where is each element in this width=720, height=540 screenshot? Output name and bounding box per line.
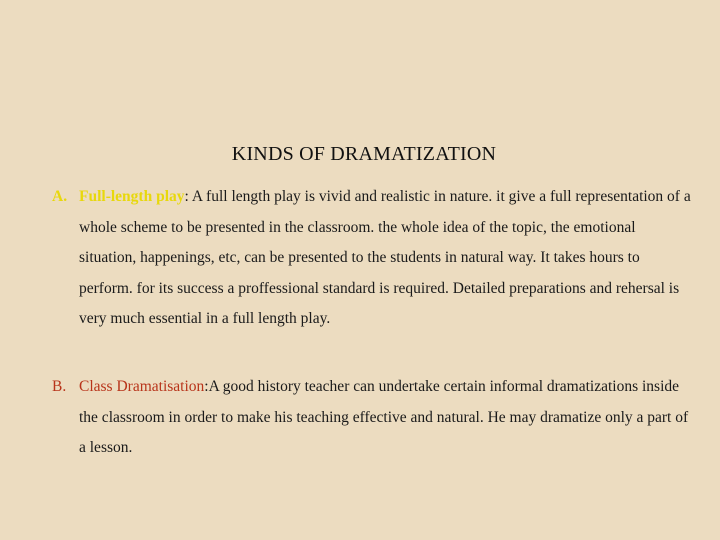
term-class-dramatisation: Class Dramatisation — [79, 378, 205, 395]
item-description: A full length play is vivid and realistic in nature. it give a full representation of a whole scheme to be presented in the classroom. the whole idea of the topic, the emotional situation, happenings, etc, can be presented to the students in natural way. It takes hours to perform. for its success a proffessional standard is required. Detailed preparations and rehersal is very much essential in a full length play. — [79, 188, 691, 327]
term-full-length-play: Full-length play — [79, 188, 185, 205]
term-separator: : — [184, 188, 189, 205]
term-separator: : — [204, 378, 209, 395]
slide-title: KINDS OF DRAMATIZATION — [231, 143, 497, 165]
list-marker: A. — [52, 188, 68, 205]
list-item-body — [79, 182, 692, 335]
list-marker: B. — [52, 378, 67, 395]
list-item-class-dramatisation — [52, 372, 692, 464]
list-item-body — [79, 372, 692, 464]
list-item-full-length-play — [52, 182, 692, 335]
item-description: A good history teacher can undertake certain informal dramatizations inside the classroom in order to make his teaching effective and natural. He may dramatize only a part of a lesson. — [79, 378, 689, 456]
